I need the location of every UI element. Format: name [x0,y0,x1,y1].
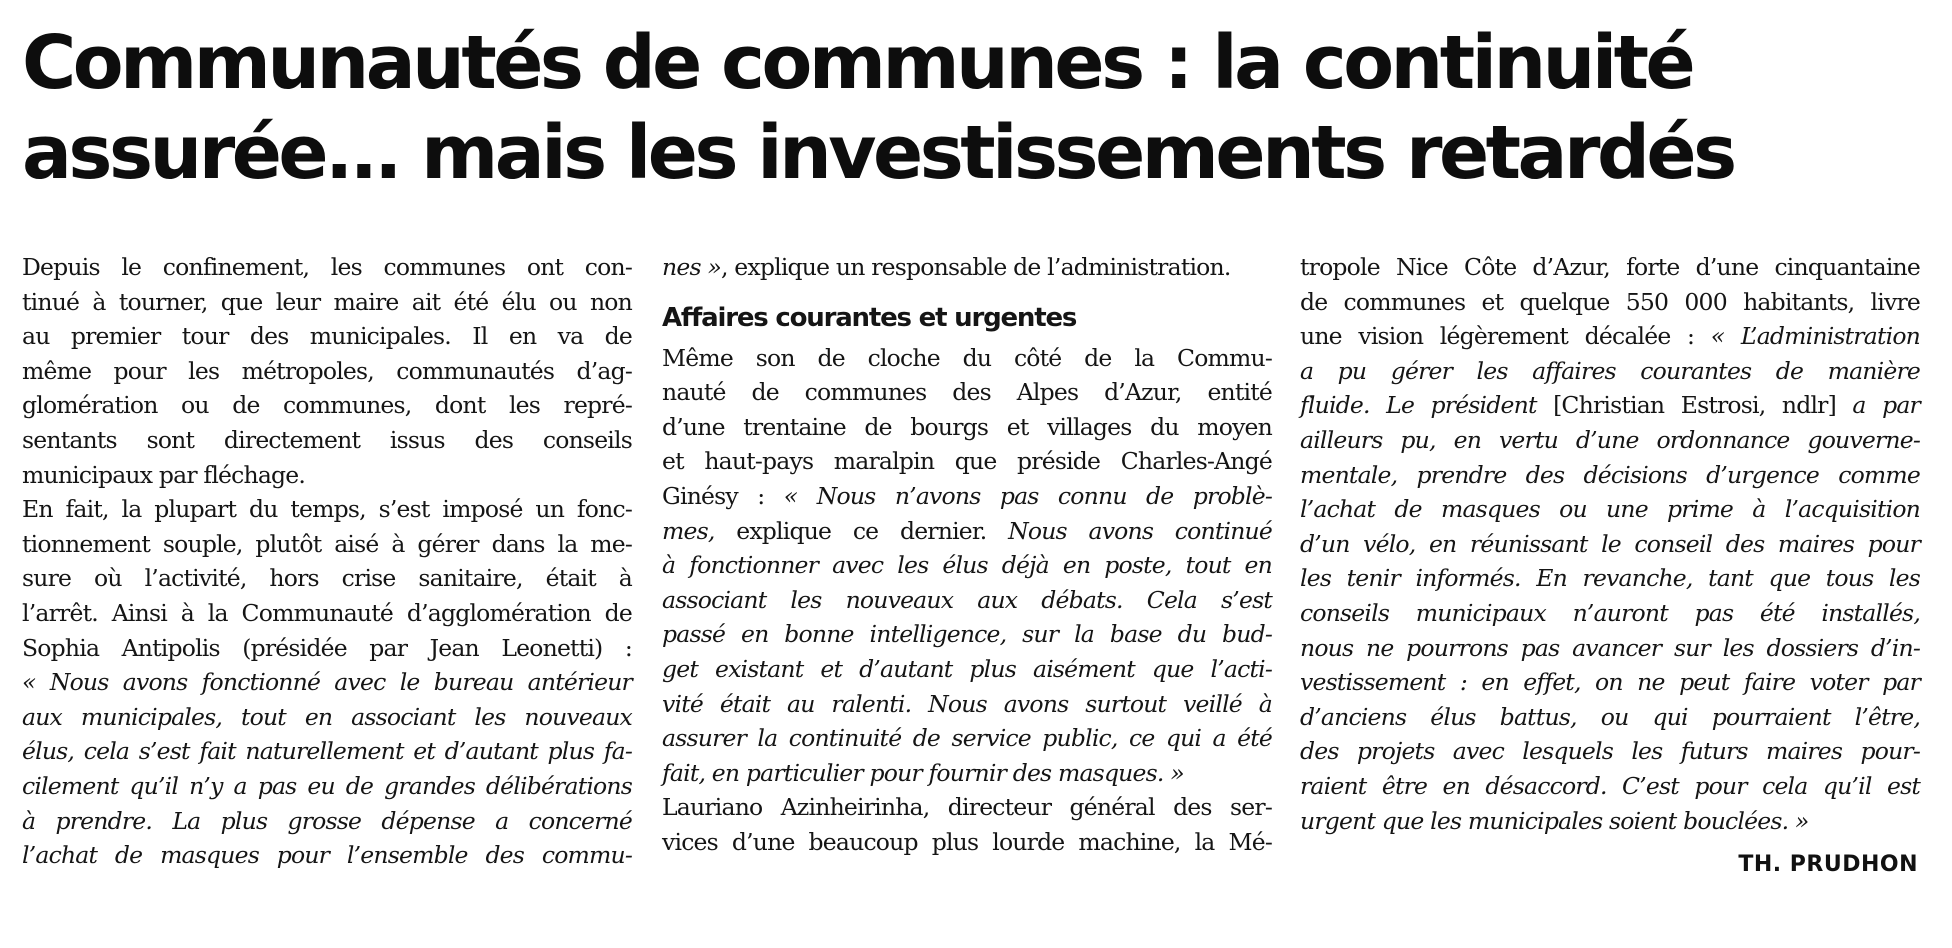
text-line: Sophia Antipolis (présidée par Jean Leonetti) : [22,633,632,662]
text-fragment: [Christian Estrosi, ndlr] [1553,391,1836,420]
text-line: tropole Nice Côte d’Azur, forte d’une cinquantaine [1300,253,1920,281]
headline-line-1: Communautés de communes : la continuité [22,20,1693,106]
quote-line: d’anciens élus battus, ou qui pourraient l’être, [1300,702,1920,731]
text-line: Lauriano Azinheirinha, directeur général des ser- [662,793,1272,822]
text-line: et haut-pays maralpin que préside Charles-Angé [662,447,1272,476]
quote-line: get existant et d’autant plus aisément que l’acti- [662,654,1272,683]
text-fragment: une vision légèrement décalée : [1300,322,1711,351]
text-line [662,250,1272,285]
text-line: au premier tour des municipales. Il en va de [22,322,632,351]
quote-line: nous ne pourrons pas avancer sur les dossiers d’in- [1300,633,1920,662]
quote-line: à prendre. La plus grosse dépense a concerné [22,806,632,835]
quote-line: vestissement : en effet, on ne peut faire voter par [1300,668,1920,697]
text-line: sure où l’activité, hors crise sanitaire, était à [22,564,632,593]
text-line: Même son de cloche du côté de la Commu- [662,343,1272,372]
quote-line: conseils municipaux n’auront pas été installés, [1300,598,1920,627]
text-line: tionnement souple, plutôt aisé à gérer dans la me- [22,529,632,558]
quote-line: l’achat de masques pour l’ensemble des commu- [22,841,632,870]
text-line [662,479,1272,514]
text-line: même pour les métropoles, communautés d’ag- [22,356,632,385]
text-line: de communes et quelque 550 000 habitants, livre [1300,287,1920,316]
paragraph-sophia [22,492,632,873]
text-line [1300,319,1920,354]
article-column-1 [22,250,632,873]
quote-line: raient être en désaccord. C’est pour cela qu’il est [1300,771,1920,800]
author-signature: TH. PRUDHON [1738,852,1918,877]
text-line [662,514,1272,549]
quote-line: assurer la continuité de service public, ce qui a été [662,724,1272,753]
text-line: l’arrêt. Ainsi à la Communauté d’agglomération de [22,598,632,627]
quote-line: d’un vélo, en réunissant le conseil des maires pour [1300,529,1920,558]
text-line: En fait, la plupart du temps, s’est imposé un fonc- [22,495,632,524]
text-line: tinué à tourner, que leur maire ait été élu ou non [22,287,632,316]
quote-fragment: mes, [662,516,715,545]
quote-fragment: Nous avons continué [1008,516,1272,545]
quote-line: vité était au ralenti. Nous avons surtout veillé à [662,689,1272,718]
text-line: sentants sont directement issus des conseils [22,425,632,454]
text-line: vices d’une beaucoup plus lourde machine, la Mé- [662,827,1272,856]
text-line: d’une trentaine de bourgs et villages du moyen [662,412,1272,441]
text-fragment: explique ce dernier. [714,516,1009,545]
text-line: glomération ou de communes, dont les repré- [22,391,632,420]
section-subheading: Affaires courantes et urgentes [662,302,1077,333]
text-line: nauté de communes des Alpes d’Azur, entité [662,378,1272,407]
text-fragment: Ginésy : [662,481,784,510]
quote-fragment: « Nous n’avons pas connu de problè- [783,481,1273,510]
quote-line: fait, en particulier pour fournir des masques. » [662,758,1184,787]
text-line: Depuis le confinement, les communes ont con- [22,253,632,281]
paragraph-alpes-azur [662,341,1272,791]
paragraph-continuation [662,250,1272,285]
quote-fragment: « L’administration [1710,322,1920,351]
quote-line: a pu gérer les affaires courantes de manière [1300,356,1920,385]
text-line: municipaux par fléchage. [22,460,306,489]
quote-fragment: a par [1835,391,1920,420]
quote-line: l’achat de masques ou une prime à l’acquisition [1300,495,1920,524]
article-column-2 [662,250,1272,860]
quote-line: des projets avec lesquels les futurs maires pour- [1300,737,1920,766]
quote-fragment: nes » [662,253,721,281]
quote-line: à fonctionner avec les élus déjà en poste, tout en [662,551,1272,580]
quote-line: aux municipales, tout en associant les nouveaux [22,702,632,731]
quote-line: les tenir informés. En revanche, tant que tous les [1300,564,1920,593]
article-column-3 [1300,250,1920,838]
quote-line: passé en bonne intelligence, sur la base du bud- [662,620,1272,649]
quote-line: cilement qu’il n’y a pas eu de grandes délibérations [22,771,632,800]
paragraph-metropole [662,790,1272,859]
headline [22,18,1932,198]
text-line [1300,388,1920,423]
quote-line: élus, cela s’est fait naturellement et d’autant plus fa- [22,737,632,766]
quote-line: urgent que les municipales soient bouclées. » [1300,806,1809,835]
quote-line: associant les nouveaux aux débats. Cela s’est [662,585,1272,614]
quote-line: « Nous avons fonctionné avec le bureau antérieur [22,668,632,697]
quote-line: ailleurs pu, en vertu d’une ordonnance gouverne- [1300,425,1920,454]
quote-line: mentale, prendre des décisions d’urgence comme [1300,460,1920,489]
headline-line-2: assurée... mais les investissements retardés [22,110,1734,196]
paragraph-metropole-continued [1300,250,1920,838]
paragraph-intro [22,250,632,492]
quote-fragment: fluide. Le président [1300,391,1554,420]
text-fragment: , explique un responsable de l’administration. [720,253,1231,281]
